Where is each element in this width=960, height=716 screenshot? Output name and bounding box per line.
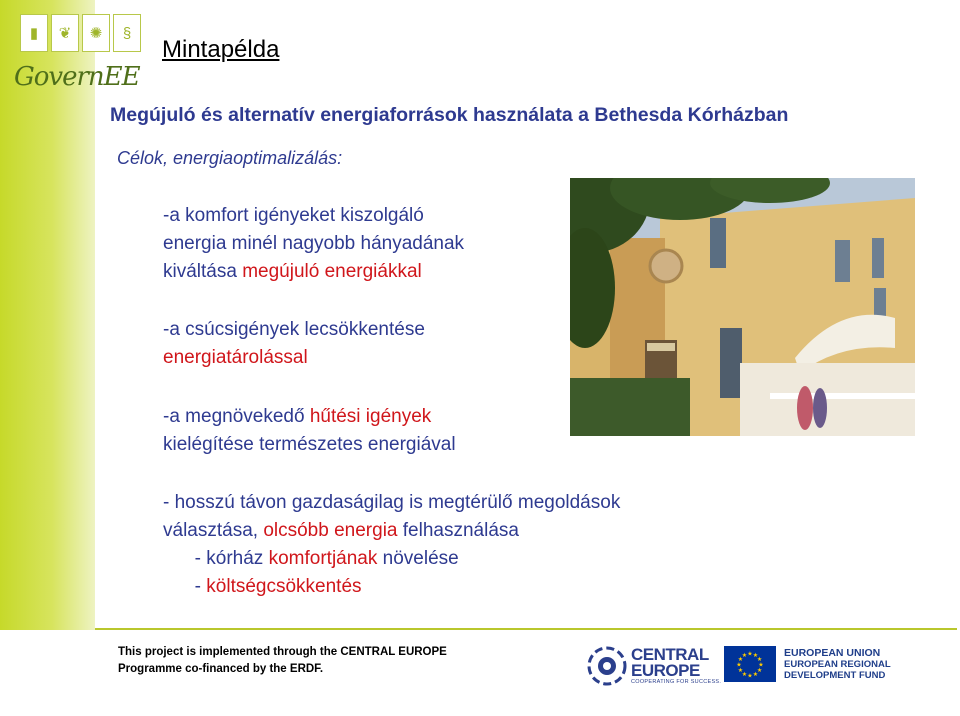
eu-star-icon: ★	[737, 668, 744, 674]
paragraph-line	[163, 489, 620, 517]
paragraph-line	[163, 202, 464, 230]
footer-line-1: This project is implemented through the CENTRAL EUROPE	[118, 646, 447, 658]
goal-paragraph-4	[163, 489, 620, 601]
central-europe-emblem-icon	[585, 645, 629, 687]
highlighted-text: energiatárolással	[163, 347, 308, 368]
body-text: energia minél nagyobb hányadának	[163, 233, 465, 254]
central-europe-tagline: COOPERATING FOR SUCCESS.	[631, 679, 722, 685]
eu-star-icon: ★	[747, 651, 753, 658]
body-text: növelése	[377, 548, 459, 569]
body-text: - hosszú távon gazdaságilag is megtérülő megoldások	[163, 492, 621, 513]
logo-tiles	[20, 14, 141, 52]
footer-line-2: Programme co-financed by the ERDF.	[118, 663, 324, 675]
eu-star-icon: ★	[736, 662, 742, 669]
sun-icon: ✺	[82, 14, 110, 52]
paragraph-line	[163, 258, 464, 286]
goal-paragraph-3	[163, 403, 456, 459]
eu-star-icon: ★	[756, 668, 763, 674]
paragraph-line	[163, 431, 456, 459]
paragraph-line	[163, 573, 620, 601]
body-text: - kórház	[163, 548, 269, 569]
paragraph-line	[163, 344, 425, 372]
body-text: -a csúcsigények lecsökkentése	[163, 319, 425, 340]
central-europe-logo	[585, 645, 722, 687]
governee-logo	[8, 10, 138, 100]
eu-star-icon: ★	[741, 652, 748, 659]
highlighted-text: költségcsökkentés	[206, 576, 362, 597]
eu-star-icon: ★	[756, 657, 763, 663]
body-text: -	[163, 576, 207, 597]
goal-paragraph-2	[163, 316, 425, 372]
eu-fund-text	[784, 648, 891, 681]
eu-line-3: DEVELOPMENT FUND	[784, 670, 886, 681]
paragraph-line	[163, 316, 425, 344]
eu-star-icon: ★	[741, 672, 748, 679]
highlighted-text: olcsóbb energia	[263, 520, 398, 541]
eu-star-icon: ★	[752, 652, 759, 659]
headline: Megújuló és alternatív energiaforrások használata a Bethesda Kórházban	[110, 104, 789, 126]
paragraph-line	[163, 403, 456, 431]
eu-star-icon: ★	[737, 657, 744, 663]
eu-line-1: EUROPEAN UNION	[784, 647, 881, 659]
leaf-icon: ❦	[51, 14, 79, 52]
highlighted-text: komfortjának	[268, 548, 378, 569]
paragraph-line	[163, 517, 620, 545]
building-icon: ▮	[20, 14, 48, 52]
eu-line-2: EUROPEAN REGIONAL	[784, 659, 891, 670]
footer-text	[118, 644, 447, 678]
body-text: -a komfort igényeket kiszolgáló	[163, 205, 424, 226]
paragraph-line	[163, 230, 464, 258]
eu-star-icon: ★	[752, 672, 759, 679]
body-text: -a megnövekedő	[163, 406, 310, 427]
body-text: kielégítése természetes energiával	[163, 434, 456, 455]
body-text: felhasználása	[397, 520, 519, 541]
footer-divider	[95, 628, 957, 630]
highlighted-text: megújuló energiákkal	[242, 261, 422, 282]
body-text: választása,	[163, 520, 264, 541]
highlighted-text: hűtési igények	[309, 406, 432, 427]
subtitle: Célok, energiaoptimalizálás:	[117, 148, 343, 168]
europe-word: EUROPE	[631, 661, 700, 680]
hospital-building-photo	[570, 178, 915, 436]
eu-flag-icon	[724, 646, 776, 682]
goal-paragraph-1	[163, 202, 464, 286]
central-word: CENTRAL	[631, 645, 709, 664]
logo-text: GovernEE	[14, 62, 140, 92]
paragraph-line	[163, 545, 620, 573]
eu-star-icon: ★	[747, 673, 753, 680]
paragraph-icon: §	[113, 14, 141, 52]
slide-title: Mintapélda	[162, 36, 280, 63]
eu-star-icon: ★	[758, 662, 764, 669]
body-text: kiváltása	[163, 261, 243, 282]
